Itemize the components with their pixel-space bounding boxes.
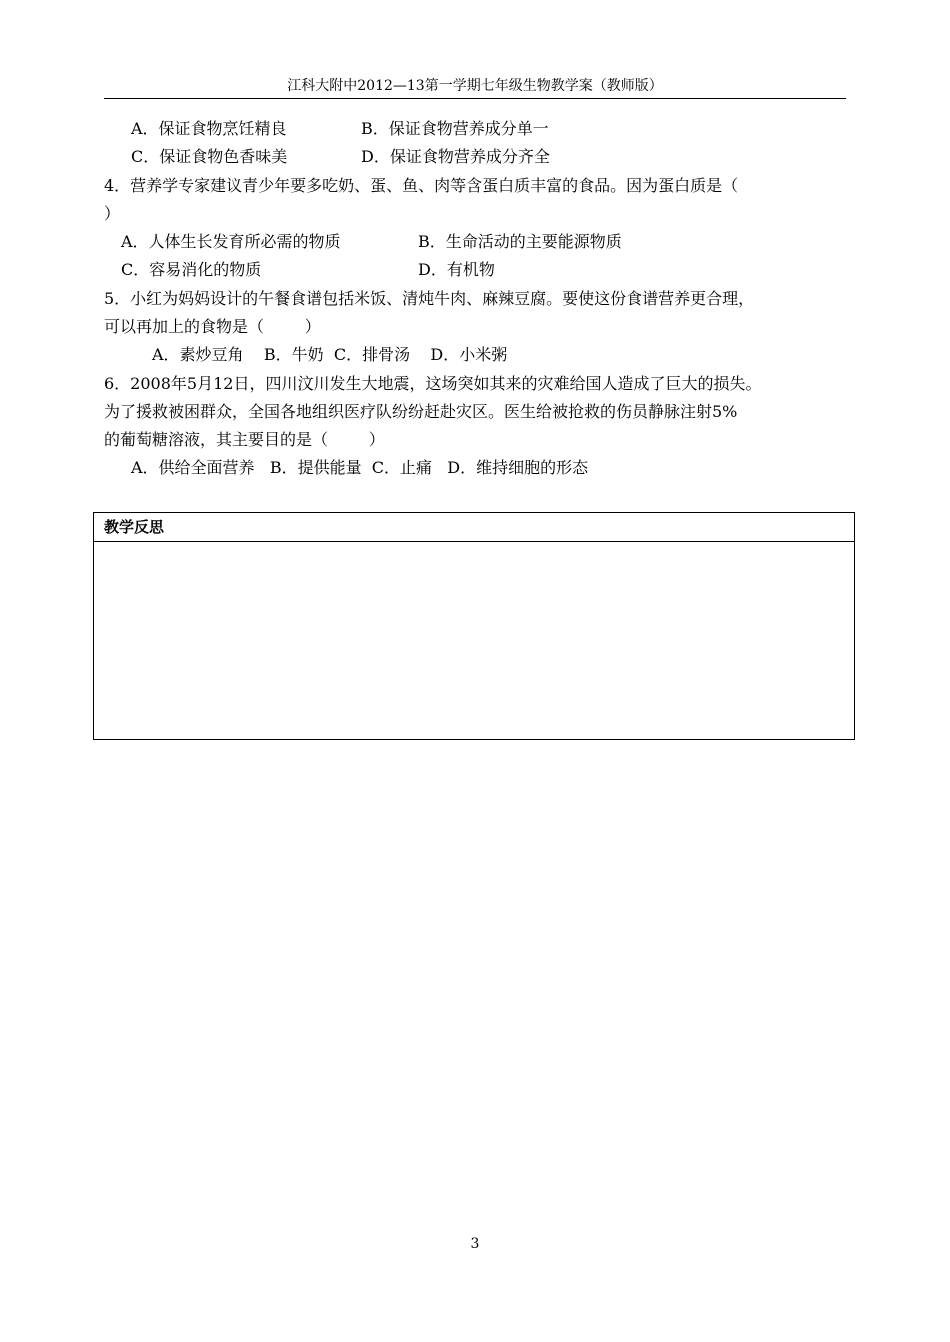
q3-option-c: C．保证食物色香味美 bbox=[131, 147, 288, 166]
teaching-reflection-content-area[interactable] bbox=[94, 542, 854, 739]
q4-stem-line2: ） bbox=[104, 204, 121, 223]
q4-option-b: B．生命活动的主要能源物质 bbox=[418, 232, 622, 251]
q5-options: A．素炒豆角 B．牛奶 C．排骨汤 D．小米粥 bbox=[152, 345, 508, 364]
q6-stem-line2: 为了援救被困群众，全国各地组织医疗队纷纷赶赴灾区。医生给被抢救的伤员静脉注射5% bbox=[104, 402, 738, 421]
teaching-reflection-box bbox=[93, 512, 855, 740]
q3-option-d: D．保证食物营养成分齐全 bbox=[361, 147, 550, 166]
q4-option-c: C．容易消化的物质 bbox=[121, 260, 262, 279]
q5-stem-line1: 5．小红为妈妈设计的午餐食谱包括米饭、清炖牛肉、麻辣豆腐。要使这份食谱营养更合理， bbox=[104, 289, 755, 308]
q4-option-a: A．人体生长发育所必需的物质 bbox=[121, 232, 341, 251]
q6-options: A．供给全面营养 B．提供能量 C．止痛 D．维持细胞的形态 bbox=[131, 458, 589, 477]
page-number: 3 bbox=[470, 1236, 480, 1252]
teaching-reflection-title: 教学反思 bbox=[94, 513, 854, 542]
page-header: 江科大附中2012—13第一学期七年级生物教学案（教师版） bbox=[104, 76, 846, 99]
q4-option-d: D．有机物 bbox=[418, 260, 495, 279]
q6-stem-line3: 的葡萄糖溶液，其主要目的是（ ） bbox=[104, 430, 385, 449]
q5-stem-line2: 可以再加上的食物是（ ） bbox=[104, 317, 321, 336]
q3-option-a: A．保证食物烹饪精良 bbox=[131, 119, 287, 138]
q3-option-b: B．保证食物营养成分单一 bbox=[361, 119, 549, 138]
q6-stem-line1: 6．2008年5月12日，四川汶川发生大地震，这场突如其来的灾难给国人造成了巨大的损失。 bbox=[104, 374, 762, 393]
q4-stem-line1: 4．营养学专家建议青少年要多吃奶、蛋、鱼、肉等含蛋白质丰富的食品。因为蛋白质是（ bbox=[104, 176, 739, 195]
